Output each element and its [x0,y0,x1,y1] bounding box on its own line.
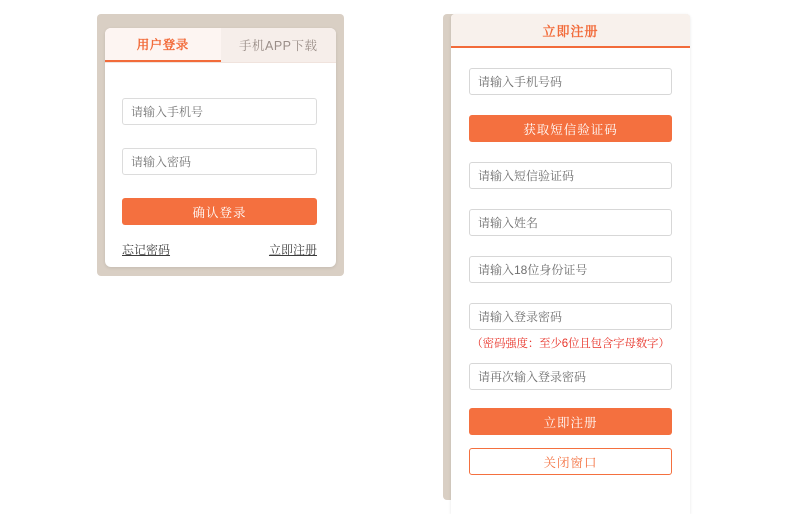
login-tab-bar [105,28,336,63]
login-card [105,28,336,267]
register-title-label: 立即注册 [542,23,599,39]
register-title [451,14,690,48]
login-links-row [122,241,317,258]
spacer [451,95,690,115]
tab-app-download-label: 手机APP下载 [238,39,318,53]
register-password-input[interactable] [469,303,672,330]
tab-user-login[interactable] [105,28,221,62]
register-sms-code-input[interactable] [469,162,672,189]
login-password-input[interactable] [122,148,317,175]
spacer [451,236,690,256]
login-panel [97,14,344,276]
spacer [451,283,690,303]
spacer [451,189,690,209]
register-panel [443,14,690,500]
tab-user-login-label: 用户登录 [136,38,189,52]
register-submit-button[interactable]: 立即注册 [469,408,672,435]
get-sms-code-button[interactable]: 获取短信验证码 [469,115,672,142]
spacer [451,435,690,448]
register-password-confirm-input[interactable] [469,363,672,390]
register-link[interactable]: 立即注册 [268,243,317,257]
spacer [451,48,690,68]
login-phone-input[interactable] [122,98,317,125]
register-phone-input[interactable] [469,68,672,95]
register-idcard-input[interactable] [469,256,672,283]
tab-app-download[interactable] [221,28,337,62]
register-card [451,14,690,514]
spacer [451,351,690,363]
spacer [451,142,690,162]
forgot-password-link[interactable]: 忘记密码 [122,243,171,257]
login-submit-button[interactable]: 确认登录 [122,198,317,225]
register-name-input[interactable] [469,209,672,236]
close-window-button[interactable]: 关闭窗口 [469,448,672,475]
spacer [451,390,690,408]
password-strength-hint: （密码强度：至少6位且包含字母数字） [471,338,670,350]
